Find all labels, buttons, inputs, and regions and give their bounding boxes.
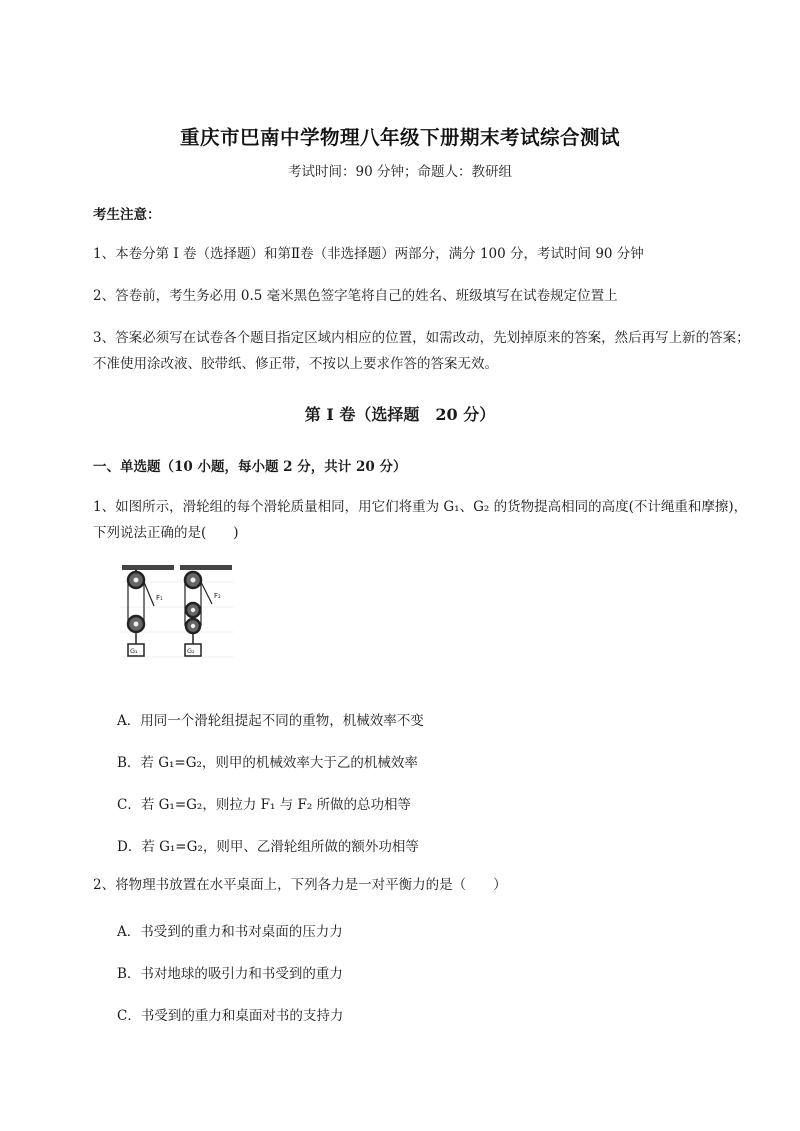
q2-option-c: C．书受到的重力和桌面对书的支持力 bbox=[117, 1008, 344, 1024]
q1-option-a: A．用同一个滑轮组提起不同的重物，机械效率不变 bbox=[117, 713, 424, 729]
notice-heading: 考生注意： bbox=[93, 207, 161, 223]
label-g1: G₁ bbox=[130, 647, 138, 655]
exam-info: 考试时间：90 分钟；命题人：教研组 bbox=[288, 164, 512, 180]
page-title: 重庆市巴南中学物理八年级下册期末考试综合测试 bbox=[179, 126, 620, 149]
label-g2: G₂ bbox=[187, 647, 195, 655]
q2-option-b: B．书对地球的吸引力和书受到的重力 bbox=[117, 966, 343, 982]
question-2-stem: 2、将物理书放置在水平桌面上，下列各力是一对平衡力的是（ ） bbox=[93, 877, 507, 893]
section-title: 第 I 卷（选择题 20 分） bbox=[304, 405, 496, 424]
question-1-stem: 1、如图所示，滑轮组的每个滑轮质量相同，用它们将重为 G₁、G₂ 的货物提高相同的高度(不计绳重和摩擦)，下列说法正确的是( ) bbox=[93, 499, 748, 541]
notice-item-2: 2、答卷前，考生务必用 0.5 毫米黑色签字笔将自己的姓名、班级填写在试卷规定位置上 bbox=[93, 288, 618, 304]
q1-option-c: C．若 G₁=G₂，则拉力 F₁ 与 F₂ 所做的总功相等 bbox=[117, 797, 412, 813]
label-f1: F₁ bbox=[156, 594, 163, 602]
notice-item-3: 3、答案必须写在试卷各个题目指定区域内相应的位置，如需改动，先划掉原来的答案，然后再写上新的答案；不准使用涂改液、胶带纸、修正带，不按以上要求作答的答案无效。 bbox=[93, 330, 750, 372]
q1-option-b: B．若 G₁=G₂，则甲的机械效率大于乙的机械效率 bbox=[117, 755, 418, 771]
part-heading: 一、单选题（10 小题，每小题 2 分，共计 20 分） bbox=[93, 459, 407, 475]
q2-option-a: A．书受到的重力和书对桌面的压力力 bbox=[117, 924, 343, 940]
q1-option-d: D．若 G₁=G₂，则甲、乙滑轮组所做的额外功相等 bbox=[117, 839, 419, 855]
notice-item-1: 1、本卷分第 I 卷（选择题）和第Ⅱ卷（非选择题）两部分，满分 100 分，考试时间 90 分钟 bbox=[93, 246, 644, 262]
label-f2: F₂ bbox=[214, 592, 221, 600]
pulley-system-figure bbox=[118, 562, 236, 680]
